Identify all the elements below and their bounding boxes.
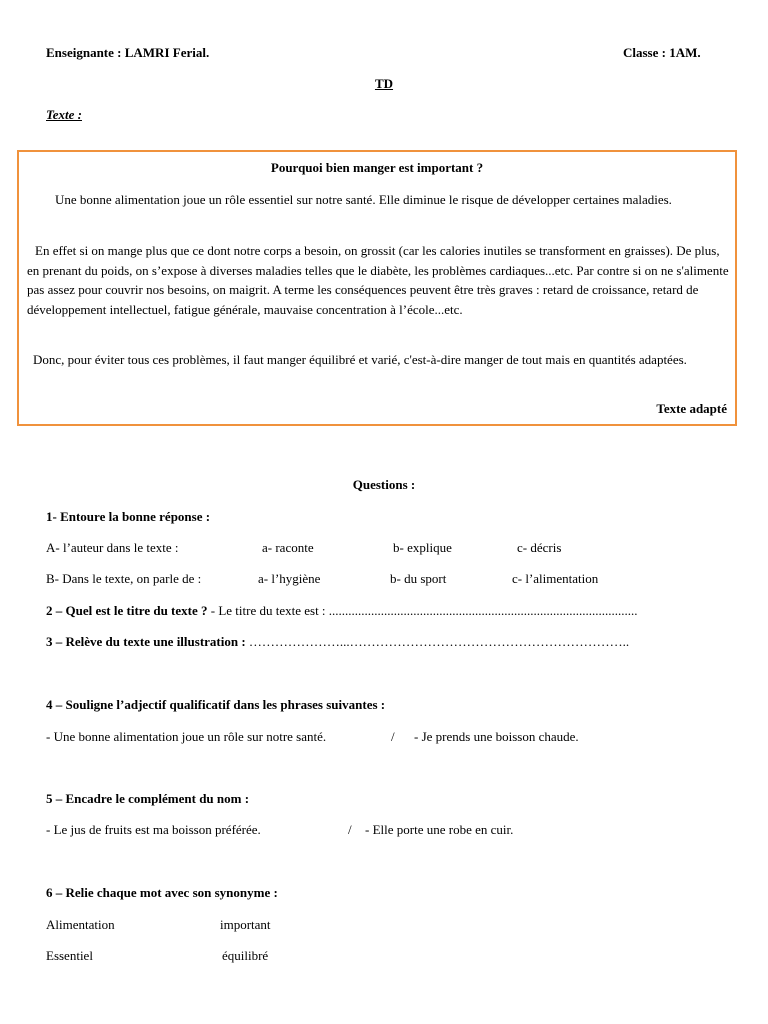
question-3-answer-line[interactable]: …………………...………………………………………………………..: [245, 634, 630, 649]
paragraph-3: Donc, pour éviter tous ces problèmes, il faut manger équilibré et varié, c'est-à-dire manger de tout mais en quantités adaptées.: [33, 352, 687, 367]
q6-word-right-1[interactable]: important: [220, 917, 271, 932]
class-label: Classe : 1AM.: [623, 45, 701, 60]
question-2: [46, 603, 638, 619]
q5-separator: /: [348, 822, 352, 837]
q6-word-right-2[interactable]: équilibré: [222, 948, 269, 963]
paragraph-2: En effet si on mange plus que ce dont notre corps a besoin, on grossit (car les calories inutiles se transforment en graisses). De plus, en prenant du poids, on s’expose à diverses maladies telles que le diabète, les problèmes cardiaques...etc. Par contre si on ne s'alimente pas assez pour couvrir nos besoins, on maigrit. A terme les conséquences peuvent être très graves : retard de croissance, retard de développement intellectuel, fatigue générale, mauvaise concentration à l’école...etc.: [27, 243, 729, 317]
q1b-option-b[interactable]: b- du sport: [390, 571, 447, 586]
question-5-heading: 5 – Encadre le complément du nom :: [46, 791, 250, 806]
texte-label: Texte :: [46, 107, 82, 122]
q6-word-left-1[interactable]: Alimentation: [46, 917, 115, 932]
q5-sentence-1[interactable]: - Le jus de fruits est ma boisson préférée.: [46, 822, 261, 837]
question-1-heading: 1- Entoure la bonne réponse :: [46, 509, 211, 524]
questions-title: Questions :: [352, 477, 416, 492]
q1a-prompt: A- l’auteur dans le texte :: [46, 540, 179, 555]
q1a-option-a[interactable]: a- raconte: [262, 540, 314, 555]
question-6-heading: 6 – Relie chaque mot avec son synonyme :: [46, 885, 278, 900]
question-3-heading: 3 – Relève du texte une illustration :: [46, 634, 246, 649]
q1a-option-b[interactable]: b- explique: [393, 540, 452, 555]
teacher-name: Enseignante : LAMRI Ferial.: [46, 45, 210, 60]
q4-separator: /: [391, 729, 395, 744]
reading-text-box: [17, 150, 737, 426]
question-2-heading: 2 – Quel est le titre du texte ?: [46, 603, 208, 618]
question-4-heading: 4 – Souligne l’adjectif qualificatif dans les phrases suivantes :: [46, 697, 386, 712]
q1b-prompt: B- Dans le texte, on parle de :: [46, 571, 202, 586]
q4-sentence-1[interactable]: - Une bonne alimentation joue un rôle sur notre santé.: [46, 729, 327, 744]
paragraph-1: Une bonne alimentation joue un rôle essentiel sur notre santé. Elle diminue le risque de développer certaines maladies.: [55, 192, 672, 207]
page-title: TD: [374, 76, 394, 91]
q5-sentence-2[interactable]: - Elle porte une robe en cuir.: [365, 822, 514, 837]
question-2-answer-line[interactable]: - Le titre du texte est : ...............................................................................................: [207, 603, 638, 618]
q1a-option-c[interactable]: c- décris: [517, 540, 562, 555]
q1b-option-a[interactable]: a- l’hygiène: [258, 571, 321, 586]
text-source: Texte adapté: [656, 401, 727, 416]
q4-sentence-2[interactable]: - Je prends une boisson chaude.: [414, 729, 579, 744]
question-3: [46, 634, 629, 650]
text-title: Pourquoi bien manger est important ?: [270, 160, 484, 175]
q6-word-left-2[interactable]: Essentiel: [46, 948, 93, 963]
q1b-option-c[interactable]: c- l’alimentation: [512, 571, 599, 586]
